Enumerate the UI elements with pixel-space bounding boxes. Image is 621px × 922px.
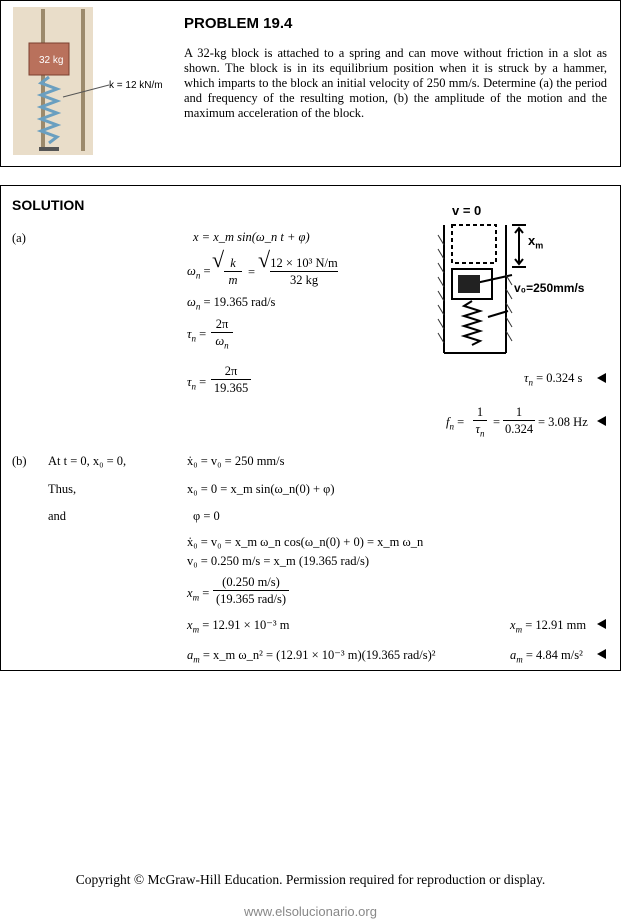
tau-denominator: $\tau_n$ (475, 422, 485, 439)
tau-n-symbol-2: $\tau_n$ = (187, 375, 207, 392)
fraction-numeric-stiffness (270, 256, 338, 287)
two-pi-2: 2π (224, 364, 238, 378)
fraction-one-over-value (503, 405, 535, 436)
amplitude-value: = 12.91 mm (525, 618, 587, 632)
am-expression: = x_m ω_n² = (12.91 × 10⁻³ m)(19.365 rad/s)² (202, 648, 436, 662)
fraction-2pi-over-value (211, 364, 251, 395)
frequency-value: = 3.08 Hz (538, 415, 588, 429)
answer-marker-icon (597, 373, 606, 383)
eq-displacement: x = x_m sin(ω_n t + φ) (193, 230, 310, 244)
spring-constant-label: k = 12 kN/m (109, 80, 163, 91)
xm-result-eq: $x_m = 12.91 \times 10^{-3}$ m (187, 618, 290, 635)
eq-velocity-derivation: ẋ₀ = v₀ = x_m ω_n cos(ω_n(0) + 0) = x_m ω_n (187, 535, 424, 549)
tau-n-symbol-1: $\tau_n$ = (187, 327, 207, 344)
website-link[interactable]: www.elsolucionario.org (244, 904, 377, 919)
period-value: = 0.324 s (536, 371, 583, 385)
am-eq: $a_m$ = x_m ω_n² = (12.91 × 10⁻³ m)(19.365 rad/s)² (187, 648, 436, 665)
mass-label: 32 kg (39, 55, 64, 66)
acceleration-value: = 4.84 m/s² (525, 648, 583, 662)
problem-title: PROBLEM 19.4 (184, 15, 293, 32)
fraction-2pi-over-omega (211, 317, 233, 351)
solution-sketch (436, 205, 606, 355)
omega-n-value: = 19.365 rad/s (203, 295, 276, 309)
initial-conditions: At t = 0, x₀ = 0, (48, 454, 127, 468)
fraction-amplitude (213, 575, 289, 606)
radical-numeric: √ (258, 247, 271, 272)
problem-box (0, 0, 621, 167)
copyright-notice: Copyright © McGraw-Hill Education. Permission required for reproduction or display. (75, 872, 546, 887)
radical-k-m: √ (212, 247, 225, 272)
answer-marker-icon (597, 619, 606, 629)
initial-velocity-eq: ẋ₀ = v₀ = 250 mm/s (187, 454, 285, 468)
omega-n-symbol: $\omega_n$ = (187, 264, 211, 281)
problem-statement: A 32-kg block is attached to a spring and can move without friction in a slot as shown. The block is in its equilibrium position when it is struck by a hammer, which imparts to the block an initial velocity of 250 mm/s. Determine (a) the period and frequency of the resulting motion, (b) the amplitude of the motion and the maximum acceleration of the block. (184, 46, 607, 120)
omega-n-denominator: $\omega_n$ (215, 334, 229, 351)
sketch-v-label: v = 0 (452, 203, 482, 218)
part-a-label: (a) (12, 231, 26, 245)
answer-marker-icon (597, 649, 606, 659)
frequency-symbol: $f_n$ = (446, 415, 465, 432)
omega-denominator: (19.365 rad/s) (215, 592, 287, 606)
eq-initial-position: x₀ = 0 = x_m sin(ω_n(0) + φ) (187, 482, 335, 496)
part-b-label: (b) (12, 454, 27, 468)
fraction-k: k (230, 256, 236, 270)
eq-velocity-numeric: v₀ = 0.250 m/s = x_m (19.365 rad/s) (187, 554, 369, 568)
solution-heading: SOLUTION (12, 197, 85, 213)
stiffness-value: 12 × 10³ N/m (270, 256, 338, 270)
result-period: $\tau_n = 0.324$ s (524, 371, 583, 388)
fraction-m: m (228, 273, 238, 287)
answer-marker-icon (597, 416, 606, 426)
omega-n-number: 19.365 (213, 381, 249, 395)
one-numerator-1: 1 (476, 405, 484, 419)
and-label: and (48, 509, 67, 523)
thus-label: Thus, (48, 482, 77, 496)
one-numerator-2: 1 (515, 405, 523, 419)
xm-value: = 12.91 × 10⁻³ m (202, 618, 290, 632)
velocity-numerator: (0.250 m/s) (222, 575, 280, 589)
equals-sign-2: = (493, 415, 501, 429)
two-pi-1: 2π (215, 317, 229, 331)
period-denominator: 0.324 (504, 422, 534, 436)
omega-n-result: $\omega_n = 19.365$ rad/s (187, 295, 276, 312)
sketch-xm-sub: m (535, 240, 544, 251)
sketch-v0-label: v₀=250mm/s (514, 281, 585, 295)
sketch-xm-letter: x (528, 233, 536, 248)
fraction-one-over-tau (473, 405, 487, 439)
xm-symbol-1: $x_m$ = (187, 586, 210, 603)
fraction-k-over-m (224, 256, 242, 287)
result-acceleration: $a_m = 4.84$ m/s² (510, 648, 583, 665)
mass-value: 32 kg (289, 273, 319, 287)
equals-sign: = (248, 265, 256, 279)
sketch-xm-label (528, 233, 544, 251)
result-amplitude: $x_m = 12.91$ mm (510, 618, 587, 635)
eq-phase: φ = 0 (193, 509, 220, 523)
